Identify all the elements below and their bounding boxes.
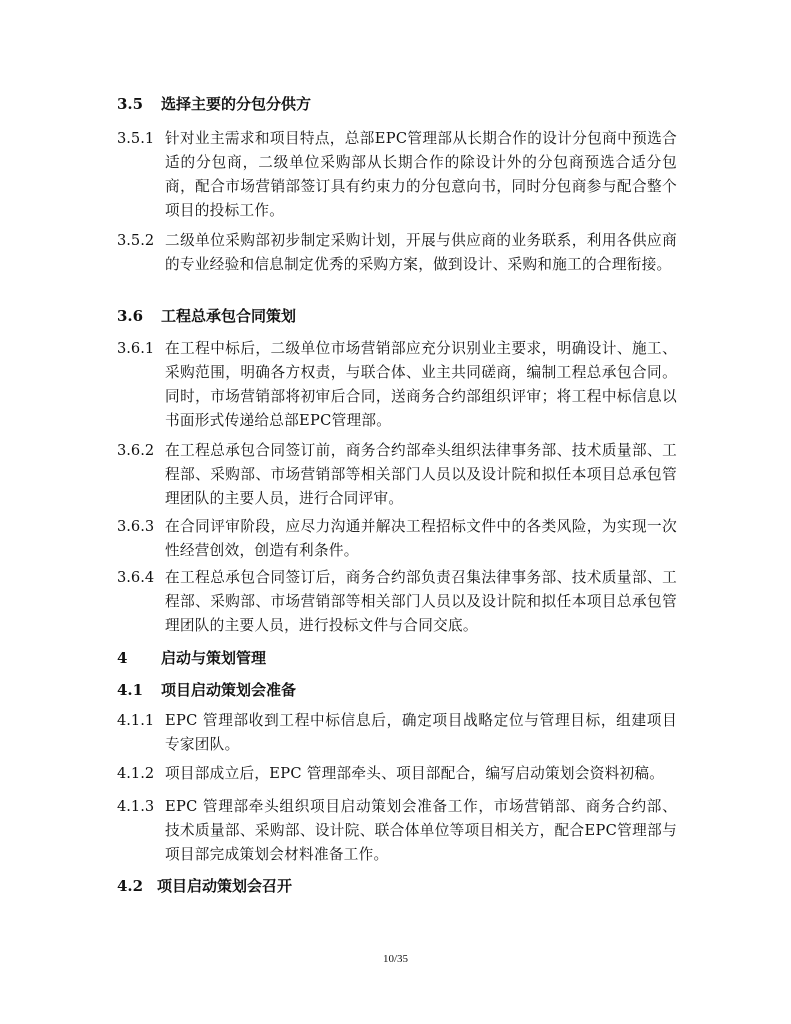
clause-item [117, 127, 677, 223]
clause-item [117, 762, 677, 786]
section-heading [117, 94, 311, 114]
section-number: 4.1 [117, 681, 144, 699]
section-number: 3.6 [117, 307, 144, 325]
clause-text: 在工程总承包合同签订前，商务合约部牵头组织法律事务部、技术质量部、工程部、采购部、市场营销部等相关部门人员以及设计院和拟任本项目总承包管理团队的主要人员，进行合同评审。 [165, 442, 677, 507]
section-heading [117, 680, 296, 700]
section-title: 项目启动策划会召开 [157, 877, 293, 895]
page-number: 10/35 [382, 953, 409, 965]
section-number: 3.5 [117, 95, 144, 113]
clause-number: 3.6.4 [117, 569, 155, 586]
clause-number: 4.1.2 [117, 765, 155, 782]
section-heading [117, 648, 266, 668]
clause-text: 在工程总承包合同签订后，商务合约部负责召集法律事务部、技术质量部、工程部、采购部、市场营销部等相关部门人员以及设计院和拟任本项目总承包管理团队的主要人员，进行投标文件与合同交底。 [165, 569, 677, 634]
clause-text: 二级单位采购部初步制定采购计划，开展与供应商的业务联系，利用各供应商的专业经验和信息制定优秀的采购方案，做到设计、采购和施工的合理衔接。 [165, 232, 677, 273]
section-number: 4.2 [117, 877, 144, 895]
clause-number: 3.6.1 [117, 340, 155, 357]
clause-item [117, 229, 677, 277]
clause-number: 3.6.3 [117, 518, 155, 535]
clause-number: 3.5.2 [117, 232, 155, 249]
section-title: 项目启动策划会准备 [161, 681, 297, 699]
section-title: 选择主要的分包分供方 [161, 95, 312, 113]
clause-item [117, 795, 677, 867]
section-title: 工程总承包合同策划 [161, 307, 297, 325]
clause-text: EPC 管理部牵头组织项目启动策划会准备工作，市场营销部、商务合约部、技术质量部、采购部、设计院、联合体单位等项目相关方，配合EPC管理部与项目部完成策划会材料准备工作。 [165, 798, 677, 863]
clause-number: 4.1.3 [117, 798, 155, 815]
clause-text: 在合同评审阶段，应尽力沟通并解决工程招标文件中的各类风险，为实现一次性经营创效，创造有利条件。 [165, 518, 677, 559]
clause-item [117, 439, 677, 511]
clause-text: 在工程中标后，二级单位市场营销部应充分识别业主要求，明确设计、施工、采购范围，明确各方权责，与联合体、业主共同磋商，编制工程总承包合同。同时，市场营销部将初审后合同，送商务合约部组织评审；将工程中标信息以书面形式传递给总部EPC管理部。 [165, 340, 677, 429]
clause-item [117, 515, 677, 563]
clause-item [117, 709, 677, 757]
clause-text: 项目部成立后，EPC 管理部牵头、项目部配合，编写启动策划会资料初稿。 [165, 765, 665, 782]
clause-number: 3.5.1 [117, 130, 155, 147]
clause-item [117, 566, 677, 638]
section-number: 4 [117, 649, 128, 667]
clause-number: 3.6.2 [117, 442, 155, 459]
clause-text: 针对业主需求和项目特点，总部EPC管理部从长期合作的设计分包商中预选合适的分包商，二级单位采购部从长期合作的除设计外的分包商预选合适分包商，配合市场营销部签订具有约束力的分包意向书，同时分包商参与配合整个项目的投标工作。 [165, 130, 677, 219]
section-heading [117, 306, 296, 326]
clause-item [117, 337, 677, 433]
section-title: 启动与策划管理 [161, 649, 267, 667]
clause-text: EPC 管理部收到工程中标信息后，确定项目战略定位与管理目标，组建项目专家团队。 [165, 712, 677, 753]
section-heading [117, 876, 292, 896]
clause-number: 4.1.1 [117, 712, 155, 729]
